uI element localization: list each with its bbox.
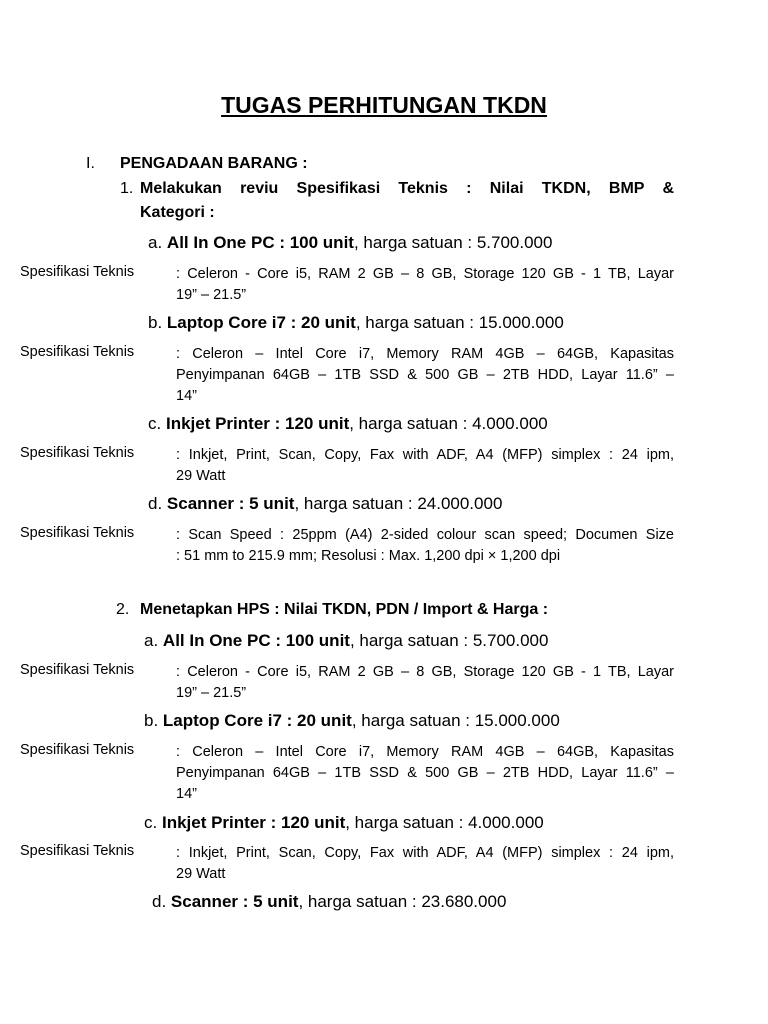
spec-line: Penyimpanan 64GB – 1TB SSD & 500 GB – 2TB HDD, Layar 11.6” – [176, 367, 674, 383]
task1-line2: Kategori : [140, 204, 215, 221]
item-name: Scanner : 5 unit [166, 494, 295, 513]
task1-number: 1. [120, 180, 134, 197]
item-price: , harga satuan : 24.000.000 [294, 494, 503, 513]
spec-text [176, 264, 674, 306]
spec-line: 29 Watt [176, 866, 226, 882]
spec-label: Spesifikasi Teknis [20, 662, 135, 678]
spec-label: Spesifikasi Teknis [20, 525, 135, 541]
spec-line: 14” [176, 388, 197, 404]
item-price: , harga satuan : 23.680.000 [298, 892, 507, 911]
item-name: Inkjet Printer : 120 unit [165, 414, 350, 433]
spec-line: 14” [176, 786, 197, 802]
spec-line: : Celeron – Intel Core i7, Memory RAM 4GB – 64GB, Kapasitas [176, 346, 674, 362]
item-letter: a. [148, 233, 163, 252]
item-letter: a. [144, 631, 159, 650]
item-price: , harga satuan : 4.000.000 [345, 813, 544, 832]
item-heading [144, 711, 560, 731]
spec-label: Spesifikasi Teknis [20, 264, 135, 280]
item-heading [144, 813, 544, 833]
section-heading: PENGADAAN BARANG : [120, 155, 308, 172]
item-price: , harga satuan : 15.000.000 [355, 313, 564, 332]
page-title: TUGAS PERHITUNGAN TKDN [221, 92, 547, 118]
item-heading [148, 494, 502, 514]
spec-line: : Celeron - Core i5, RAM 2 GB – 8 GB, Storage 120 GB - 1 TB, Layar [176, 664, 674, 680]
spec-label: Spesifikasi Teknis [20, 843, 135, 859]
item-heading [148, 233, 552, 253]
item-price: , harga satuan : 15.000.000 [351, 711, 560, 730]
item-letter: b. [144, 711, 159, 730]
item-name: All In One PC : 100 unit [166, 233, 354, 252]
item-name: Scanner : 5 unit [170, 892, 299, 911]
item-letter: d. [148, 494, 163, 513]
task2-line1: Menetapkan HPS : Nilai TKDN, PDN / Import & Harga : [140, 601, 549, 618]
item-letter: b. [148, 313, 163, 332]
item-price: , harga satuan : 4.000.000 [349, 414, 548, 433]
spec-text [176, 742, 674, 805]
spec-text [176, 525, 674, 567]
item-price: , harga satuan : 5.700.000 [353, 233, 553, 252]
item-heading [144, 631, 548, 651]
spec-line: : Inkjet, Print, Scan, Copy, Fax with ADF, A4 (MFP) simplex : 24 ipm, [176, 447, 674, 463]
item-letter: c. [148, 414, 162, 433]
spec-label: Spesifikasi Teknis [20, 445, 135, 461]
item-letter: d. [152, 892, 167, 911]
task1-line1: Melakukan reviu Spesifikasi Teknis : Nilai TKDN, BMP & [140, 180, 674, 197]
spec-line: : 51 mm to 215.9 mm; Resolusi : Max. 1,200 dpi × 1,200 dpi [176, 548, 561, 564]
item-name: All In One PC : 100 unit [162, 631, 350, 650]
spec-line: : Celeron – Intel Core i7, Memory RAM 4GB – 64GB, Kapasitas [176, 744, 674, 760]
spec-label: Spesifikasi Teknis [20, 344, 135, 360]
item-name: Laptop Core i7 : 20 unit [162, 711, 352, 730]
spec-label: Spesifikasi Teknis [20, 742, 135, 758]
task2-number: 2. [116, 601, 130, 618]
spec-line: : Celeron - Core i5, RAM 2 GB – 8 GB, Storage 120 GB - 1 TB, Layar [176, 266, 674, 282]
spec-line: : Scan Speed : 25ppm (A4) 2-sided colour scan speed; Documen Size [176, 527, 674, 543]
spec-line: 19” – 21.5” [176, 287, 247, 303]
section-numeral: I. [86, 155, 95, 172]
item-heading [152, 892, 506, 912]
item-heading [148, 313, 564, 333]
item-letter: c. [144, 813, 158, 832]
item-name: Laptop Core i7 : 20 unit [166, 313, 356, 332]
item-heading [148, 414, 548, 434]
spec-text [176, 662, 674, 704]
spec-line: 29 Watt [176, 468, 226, 484]
item-price: , harga satuan : 5.700.000 [349, 631, 549, 650]
spec-text [176, 344, 674, 407]
spec-text [176, 843, 674, 885]
item-name: Inkjet Printer : 120 unit [161, 813, 346, 832]
spec-line: : Inkjet, Print, Scan, Copy, Fax with ADF, A4 (MFP) simplex : 24 ipm, [176, 845, 674, 861]
spec-line: 19” – 21.5” [176, 685, 247, 701]
spec-line: Penyimpanan 64GB – 1TB SSD & 500 GB – 2TB HDD, Layar 11.6” – [176, 765, 674, 781]
spec-text [176, 445, 674, 487]
